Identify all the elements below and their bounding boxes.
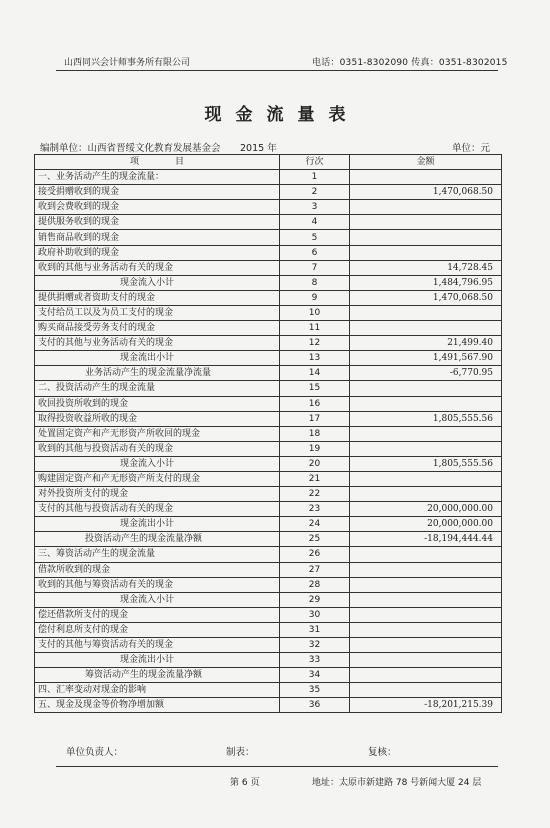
row-amount xyxy=(350,426,502,441)
table-row xyxy=(35,592,502,607)
table-row xyxy=(35,441,502,456)
row-amount: 20,000,000.00 xyxy=(350,502,502,517)
table-row xyxy=(35,321,502,336)
row-item-label: 四、汇率变动对现金的影响 xyxy=(35,683,280,698)
table-row xyxy=(35,426,502,441)
header-rule xyxy=(56,70,498,71)
row-line-number: 19 xyxy=(280,441,350,456)
document-title: 现金流量表 xyxy=(204,105,360,125)
row-line-number: 20 xyxy=(280,456,350,471)
firm-address: 地址：太原市新建路 78 号新闻大厦 24 层 xyxy=(312,778,482,788)
row-line-number: 9 xyxy=(280,290,350,305)
table-row xyxy=(35,336,502,351)
row-amount xyxy=(350,441,502,456)
table-row xyxy=(35,275,502,290)
row-item-label: 一、业务活动产生的现金流量： xyxy=(35,170,280,185)
signature-responsible: 单位负责人： xyxy=(66,747,124,758)
row-amount xyxy=(350,562,502,577)
row-amount: 21,499.40 xyxy=(350,336,502,351)
row-amount xyxy=(350,245,502,260)
row-item-label: 投资活动产生的现金流量净额 xyxy=(35,532,280,547)
table-row xyxy=(35,607,502,622)
row-line-number: 33 xyxy=(280,653,350,668)
row-line-number: 16 xyxy=(280,396,350,411)
row-item-label: 业务活动产生的现金流量净流量 xyxy=(35,366,280,381)
row-line-number: 18 xyxy=(280,426,350,441)
table-row xyxy=(35,502,502,517)
table-row xyxy=(35,185,502,200)
firm-name: 山西同兴会计师事务所有限公司 xyxy=(64,58,191,68)
table-row xyxy=(35,245,502,260)
row-amount xyxy=(350,638,502,653)
row-line-number: 23 xyxy=(280,502,350,517)
reporting-entity: 编制单位：山西省晋绥文化教育发展基金会 xyxy=(40,143,221,154)
row-amount: -18,201,215.39 xyxy=(350,698,502,713)
row-line-number: 13 xyxy=(280,351,350,366)
table-row xyxy=(35,305,502,320)
row-item-label: 支付给员工以及为员工支付的现金 xyxy=(35,305,280,320)
row-line-number: 35 xyxy=(280,683,350,698)
row-line-number: 17 xyxy=(280,411,350,426)
table-row xyxy=(35,366,502,381)
cash-flow-table xyxy=(34,154,502,713)
row-line-number: 31 xyxy=(280,622,350,637)
row-item-label: 五、现金及现金等价物净增加额 xyxy=(35,698,280,713)
row-item-label: 现金流出小计 xyxy=(35,517,280,532)
row-amount xyxy=(350,607,502,622)
table-row xyxy=(35,517,502,532)
row-amount xyxy=(350,230,502,245)
row-item-label: 偿还借款所支付的现金 xyxy=(35,607,280,622)
table-row xyxy=(35,230,502,245)
row-amount xyxy=(350,396,502,411)
table-row xyxy=(35,396,502,411)
row-item-label: 购买商品接受劳务支付的现金 xyxy=(35,321,280,336)
table-row xyxy=(35,290,502,305)
table-row xyxy=(35,532,502,547)
row-line-number: 6 xyxy=(280,245,350,260)
row-item-label: 支付的其他与业务活动有关的现金 xyxy=(35,336,280,351)
row-item-label: 收到的其他与投资活动有关的现金 xyxy=(35,441,280,456)
row-amount xyxy=(350,321,502,336)
row-line-number: 11 xyxy=(280,321,350,336)
table-row xyxy=(35,215,502,230)
row-line-number: 12 xyxy=(280,336,350,351)
table-row xyxy=(35,411,502,426)
row-line-number: 2 xyxy=(280,185,350,200)
row-line-number: 8 xyxy=(280,275,350,290)
table-header-row xyxy=(35,155,502,170)
row-amount xyxy=(350,547,502,562)
row-amount: 20,000,000.00 xyxy=(350,517,502,532)
row-amount xyxy=(350,170,502,185)
signature-reviewer: 复核： xyxy=(368,747,397,758)
row-amount xyxy=(350,471,502,486)
row-amount: 1,805,555.56 xyxy=(350,456,502,471)
table-row xyxy=(35,260,502,275)
row-amount: -18,194,444.44 xyxy=(350,532,502,547)
row-line-number: 4 xyxy=(280,215,350,230)
row-item-label: 提供服务收到的现金 xyxy=(35,215,280,230)
row-amount: 1,491,567.90 xyxy=(350,351,502,366)
row-item-label: 收到的其他与业务活动有关的现金 xyxy=(35,260,280,275)
row-amount: 1,805,555.56 xyxy=(350,411,502,426)
row-line-number: 14 xyxy=(280,366,350,381)
row-amount: -6,770.95 xyxy=(350,366,502,381)
row-line-number: 1 xyxy=(280,170,350,185)
row-item-label: 现金流入小计 xyxy=(35,592,280,607)
row-item-label: 接受捐赠收到的现金 xyxy=(35,185,280,200)
row-line-number: 22 xyxy=(280,487,350,502)
row-item-label: 提供捐赠或者资助支付的现金 xyxy=(35,290,280,305)
row-amount xyxy=(350,653,502,668)
table-row xyxy=(35,547,502,562)
row-line-number: 21 xyxy=(280,471,350,486)
table-row xyxy=(35,577,502,592)
row-item-label: 收到会费收到的现金 xyxy=(35,200,280,215)
table-row xyxy=(35,698,502,713)
row-amount xyxy=(350,592,502,607)
row-item-label: 二、投资活动产生的现金流量 xyxy=(35,381,280,396)
row-amount xyxy=(350,381,502,396)
row-line-number: 3 xyxy=(280,200,350,215)
reporting-year: 2015 年 xyxy=(240,143,277,154)
row-amount: 14,728.45 xyxy=(350,260,502,275)
row-line-number: 29 xyxy=(280,592,350,607)
row-item-label: 政府补助收到的现金 xyxy=(35,245,280,260)
table-row xyxy=(35,351,502,366)
row-amount: 1,484,796.95 xyxy=(350,275,502,290)
row-amount: 1,470,068.50 xyxy=(350,185,502,200)
table-row xyxy=(35,653,502,668)
table-row xyxy=(35,200,502,215)
row-line-number: 7 xyxy=(280,260,350,275)
table-row xyxy=(35,622,502,637)
row-item-label: 现金流出小计 xyxy=(35,351,280,366)
row-line-number: 36 xyxy=(280,698,350,713)
table-row xyxy=(35,471,502,486)
row-item-label: 支付的其他与投资活动有关的现金 xyxy=(35,502,280,517)
row-item-label: 三、筹资活动产生的现金流量 xyxy=(35,547,280,562)
table-row xyxy=(35,668,502,683)
row-line-number: 15 xyxy=(280,381,350,396)
row-item-label: 对外投资所支付的现金 xyxy=(35,487,280,502)
row-item-label: 收到的其他与筹资活动有关的现金 xyxy=(35,577,280,592)
column-header-line-no: 行次 xyxy=(280,155,350,170)
row-amount xyxy=(350,622,502,637)
row-line-number: 25 xyxy=(280,532,350,547)
row-item-label: 借款所收到的现金 xyxy=(35,562,280,577)
firm-contact: 电话：0351-8302090 传真：0351-8302015 xyxy=(312,58,508,68)
currency-unit: 单位：元 xyxy=(452,143,491,154)
footer-rule xyxy=(56,766,498,767)
row-line-number: 28 xyxy=(280,577,350,592)
row-amount xyxy=(350,200,502,215)
table-body xyxy=(35,170,502,713)
row-amount xyxy=(350,305,502,320)
row-item-label: 现金流出小计 xyxy=(35,653,280,668)
row-line-number: 5 xyxy=(280,230,350,245)
row-item-label: 购建固定资产和产无形资产所支付的现金 xyxy=(35,471,280,486)
table-row xyxy=(35,487,502,502)
row-amount: 1,470,068.50 xyxy=(350,290,502,305)
row-amount xyxy=(350,683,502,698)
row-item-label: 收回投资所收到的现金 xyxy=(35,396,280,411)
row-item-label: 销售商品收到的现金 xyxy=(35,230,280,245)
row-line-number: 30 xyxy=(280,607,350,622)
table-row xyxy=(35,381,502,396)
row-amount xyxy=(350,668,502,683)
table-row xyxy=(35,456,502,471)
table-row xyxy=(35,562,502,577)
row-amount xyxy=(350,577,502,592)
signature-preparer: 制表： xyxy=(226,747,255,758)
page-number: 第 6 页 xyxy=(230,778,260,788)
row-line-number: 24 xyxy=(280,517,350,532)
row-line-number: 27 xyxy=(280,562,350,577)
table-row xyxy=(35,170,502,185)
row-line-number: 10 xyxy=(280,305,350,320)
row-amount xyxy=(350,215,502,230)
row-line-number: 34 xyxy=(280,668,350,683)
row-item-label: 支付的其他与筹资活动有关的现金 xyxy=(35,638,280,653)
row-item-label: 处置固定资产和产无形资产所收回的现金 xyxy=(35,426,280,441)
row-line-number: 26 xyxy=(280,547,350,562)
row-item-label: 取得投资收益所收的现金 xyxy=(35,411,280,426)
row-item-label: 偿付利息所支付的现金 xyxy=(35,622,280,637)
row-item-label: 现金流入小计 xyxy=(35,275,280,290)
row-amount xyxy=(350,487,502,502)
table-row xyxy=(35,683,502,698)
row-item-label: 现金流入小计 xyxy=(35,456,280,471)
column-header-item: 项 目 xyxy=(35,155,280,170)
table-row xyxy=(35,638,502,653)
row-item-label: 筹资活动产生的现金流量净额 xyxy=(35,668,280,683)
row-line-number: 32 xyxy=(280,638,350,653)
column-header-amount: 金额 xyxy=(350,155,502,170)
